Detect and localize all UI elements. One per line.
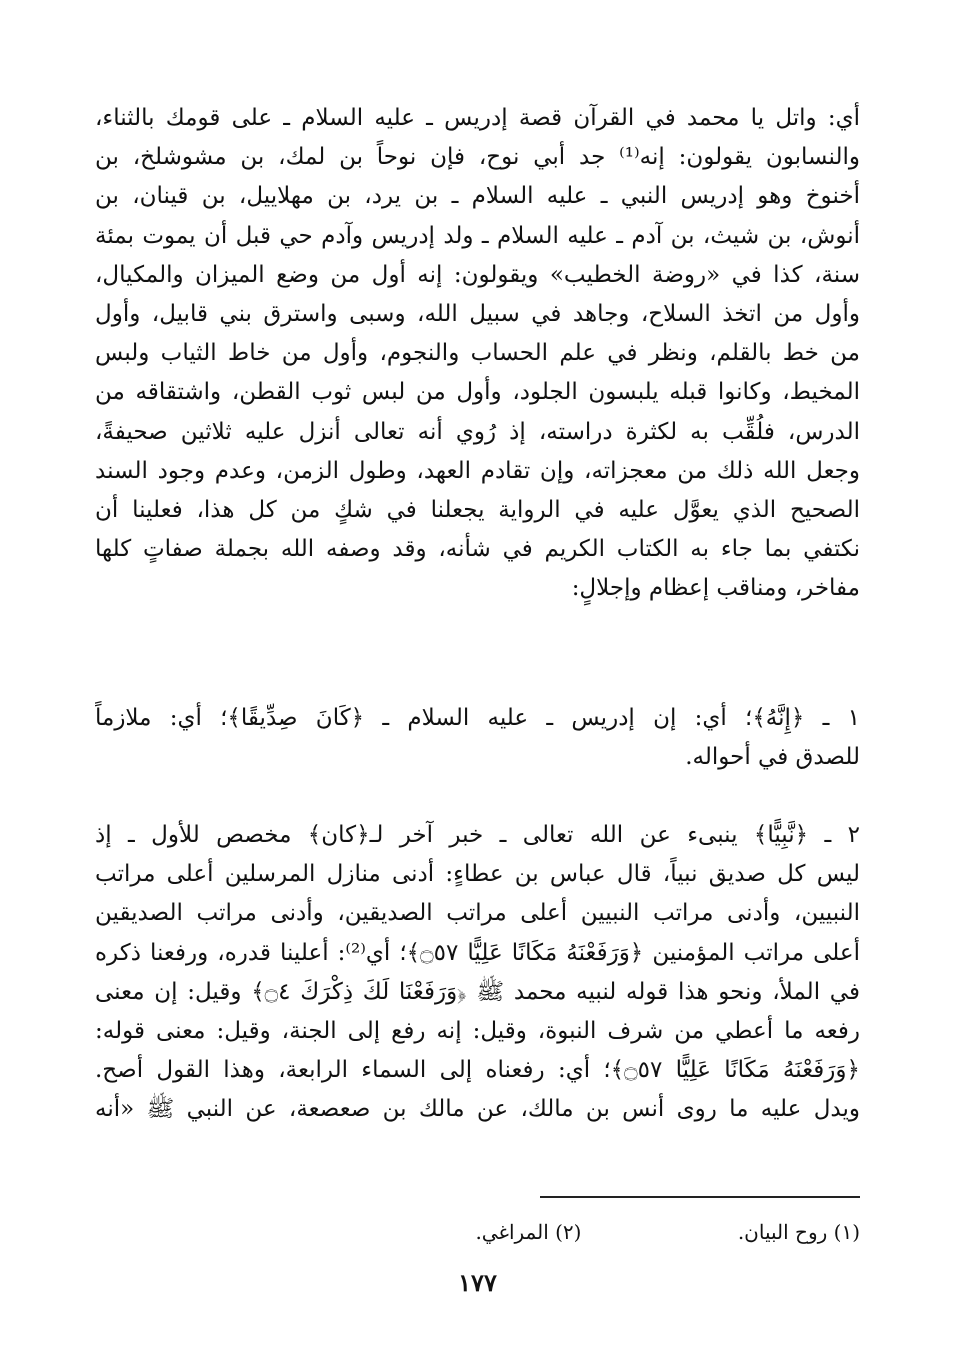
text-line: وأول من اتخذ السلاح، وجاهد في سبيل الله، وسبى واسترق بني قابيل، وأول bbox=[95, 301, 860, 328]
footnote-divider bbox=[540, 1196, 860, 1198]
footnotes bbox=[95, 1218, 860, 1246]
text-line: أعلى مراتب المؤمنين ﴿وَرَفَعْنَهُ مَكَانًا عَلِيًّا ۝٥٧﴾؛ أي⁽²⁾: أعلينا قدره، ورفعنا ذكره bbox=[95, 939, 860, 966]
text-line: والنسابون يقولون: إنه⁽¹⁾ جد أبي نوح، فإن نوحاً بن لمك، بن مشوشلخ، بن bbox=[95, 144, 860, 171]
footnote-2: (٢) المراغي. bbox=[475, 1220, 582, 1244]
page-number: ١٧٧ bbox=[458, 1268, 497, 1297]
text-line: أخنوخ وهو إدريس النبي ـ عليه السلام ـ بن يرد، بن مهلاييل، بن قينان، بن bbox=[95, 183, 860, 210]
text-line: أنوش، بن شيث، بن آدم ـ عليه السلام ـ ولد إدريس وآدم حي قبل أن يموت بمئة bbox=[95, 222, 860, 249]
text-line: المخيط، وكانوا قبله يلبسون الجلود، وأول من لبس ثوب القطن، واشتقاقه من bbox=[95, 379, 860, 406]
text-line: في الملأ، ونحو هذا قوله لنبيه محمد ﷺ ﴿وَرَفَعْنَا لَكَ ذِكْرَكَ ۝٤﴾ وقيل: إن معنى bbox=[95, 978, 860, 1005]
text-line: الدرس، فلُقِّب به لكثرة دراسته، إذ رُوي أنه تعالى أنزل عليه ثلاثين صحيفةً، bbox=[95, 418, 860, 445]
text-line: ٢ ـ ﴿نَّبِيًّا﴾ ينبىء عن الله تعالى ـ خبر آخر لـ﴿كان﴾ مخصص للأول ـ إذ bbox=[95, 822, 860, 848]
text-line: ١ ـ ﴿إِنَّهُ﴾؛ أي: إن إدريس ـ عليه السلام ـ ﴿كَانَ صِدِّيقًا﴾؛ أي: ملازماً bbox=[95, 705, 860, 731]
text-line: ويدل عليه ما روى أنس بن مالك، عن مالك بن صعصعة، عن النبي ﷺ «أنه bbox=[95, 1096, 860, 1123]
text-line: نكتفي بما جاء به الكتاب الكريم في شأنه، وقد وصفه الله بجملة صفاتٍ كلها bbox=[95, 536, 860, 563]
footnote-1: (١) روح البيان. bbox=[737, 1220, 860, 1244]
text-line: أي: واتل يا محمد في القرآن قصة إدريس ـ عليه السلام ـ على قومك بالثناء، bbox=[95, 105, 860, 131]
text-line: ﴿وَرَفَعْنَهُ مَكَانًا عَلِيًّا ۝٥٧﴾؛ أي: رفعناه إلى السماء الرابعة، وهذا القول أصح. bbox=[95, 1057, 860, 1084]
text-line: من خط بالقلم، ونظر في علم الحساب والنجوم، وأول من خاط الثياب ولبس bbox=[95, 340, 860, 367]
item-2-paragraph bbox=[95, 816, 860, 1130]
text-line: للصدق في أحواله. bbox=[685, 744, 860, 771]
intro-paragraph bbox=[95, 99, 860, 609]
text-line: وجعل الله ذلك من معجزاته، وإن تقادم العهد، وطول الزمن، وعدم وجود السند bbox=[95, 457, 860, 484]
text-line: رفعه ما أعطي من شرف النبوة، وقيل: إنه رفع إلى الجنة، وقيل: معنى قوله: bbox=[95, 1018, 860, 1045]
text-line: سنة، كذا في «روضة الخطيب» ويقولون: إنه أول من وضع الميزان والمكيال، bbox=[95, 261, 860, 288]
text-line: ليس كل صديق نبياً، قال عباس بن عطاءٍ: أدنى منازل المرسلين أعلى مراتب bbox=[95, 861, 860, 888]
text-line: النبيين، وأدنى مراتب النبيين أعلى مراتب الصديقين، وأدنى مراتب الصديقين bbox=[95, 900, 860, 927]
text-line: الصحيح الذي يعوَّل عليه في الرواية يجعلنا في شكٍ من كل هذا، فعلينا أن bbox=[95, 497, 860, 524]
text-line: مفاخر، ومناقب إعظام وإجلالٍ: bbox=[571, 575, 860, 602]
item-1-paragraph bbox=[95, 699, 860, 777]
